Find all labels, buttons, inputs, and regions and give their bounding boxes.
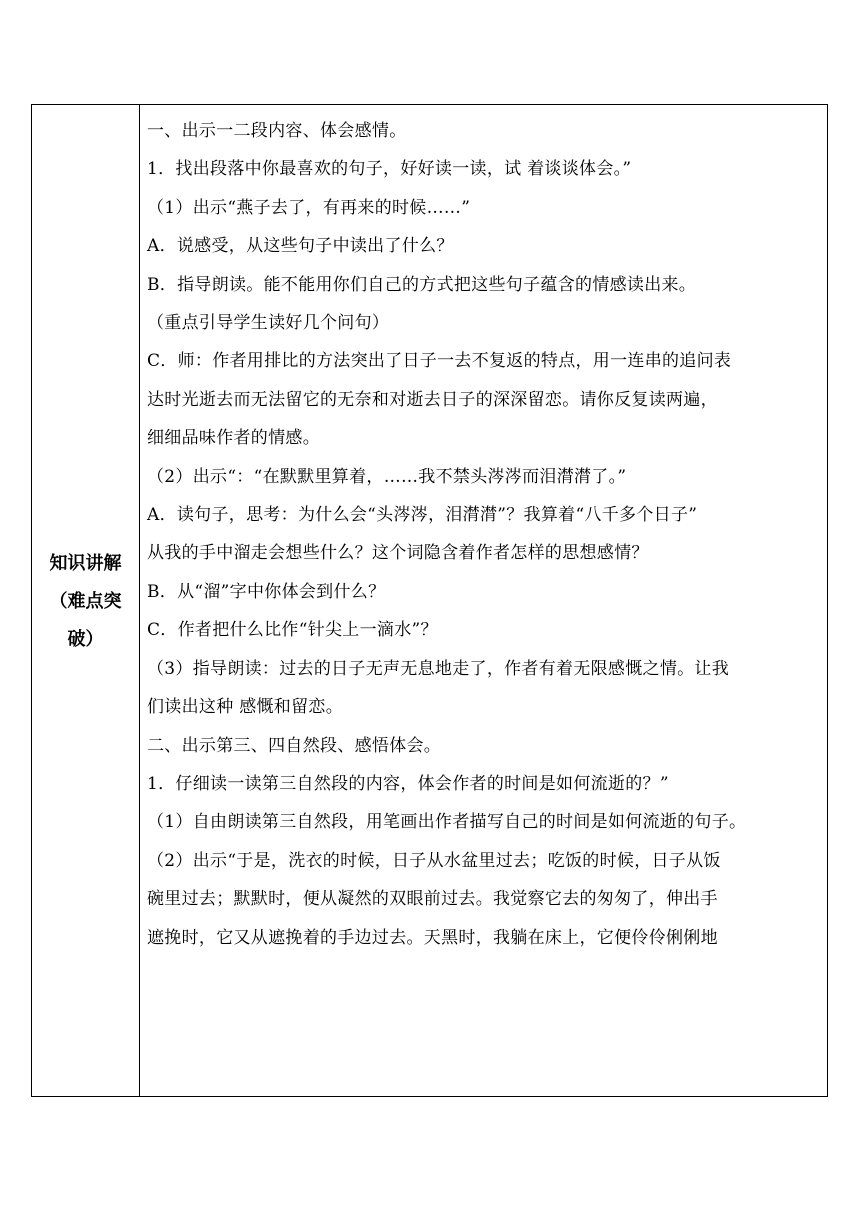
content-cell [142,105,827,1096]
content-line: （2）出示“于是，洗衣的时候，日子从水盆里过去；吃饭的时候，日子从饭 [147,850,721,871]
section-label [40,545,132,659]
section-label-line-2: （难点突 [49,590,122,612]
content-line: A．说感受，从这些句子中读出了什么？ [147,236,454,257]
section-label-line-1: 知识讲解 [49,552,122,574]
content-line: B．指导朗读。能不能用你们自己的方式把这些句子蕴含的情感读出来。 [147,274,697,295]
content-line: （1）出示“燕子去了，有再来的时候……” [147,197,471,218]
content-line: 碗里过去；默默时，便从凝然的双眼前过去。我觉察它去的匆匆了，伸出手 [147,889,718,910]
content-line: （3）指导朗读：过去的日子无声无息地走了，作者有着无限感慨之情。让我 [147,658,730,679]
content-line: 细细品味作者的情感。 [147,428,320,449]
section-label-cell [32,105,139,1096]
content-line: 达时光逝去而无法留它的无奈和对逝去日子的深深留恋。请你反复读两遍， [147,389,718,410]
content-line: B．从“溜”字中你体会到什么？ [147,581,386,602]
content-line: 们读出这种 感慨和留恋。 [147,697,344,718]
content-line: A．读句子，思考：为什么会“头涔涔，泪潸潸”？我算着“八千多个日子” [147,505,698,526]
content-line: （1）自由朗读第三自然段，用笔画出作者描写自己的时间是如何流逝的句子。 [147,812,747,833]
content-line: 遮挽时，它又从遮挽着的手边过去。天黑时，我躺在床上，它便伶伶俐俐地 [147,927,718,948]
content-line: 一、出示一二段内容、体会感情。 [147,121,407,141]
column-divider [139,105,140,1096]
content-line: 1．找出段落中你最喜欢的句子，好好读一读，试 着谈谈体会。” [147,159,632,180]
lesson-table [31,104,828,1097]
content-line: （2）出示“：“在默默里算着，……我不禁头涔涔而泪潸潸了。” [147,466,627,487]
content-line: 1．仔细读一读第三自然段的内容，体会作者的时间是如何流逝的？” [147,773,669,794]
content-line: C．作者把什么比作“针尖上一滴水”？ [147,620,438,641]
content-line: C．师：作者用排比的方法突出了日子一去不复返的特点，用一连串的追问表 [147,351,732,372]
section-label-line-3: 破） [67,628,104,650]
content-line: 从我的手中溜走会想些什么？这个词隐含着作者怎样的思想感情？ [147,543,649,564]
content-line: （重点引导学生读好几个问句） [147,313,390,334]
content-line: 二、出示第三、四自然段、感悟体会。 [147,735,442,756]
